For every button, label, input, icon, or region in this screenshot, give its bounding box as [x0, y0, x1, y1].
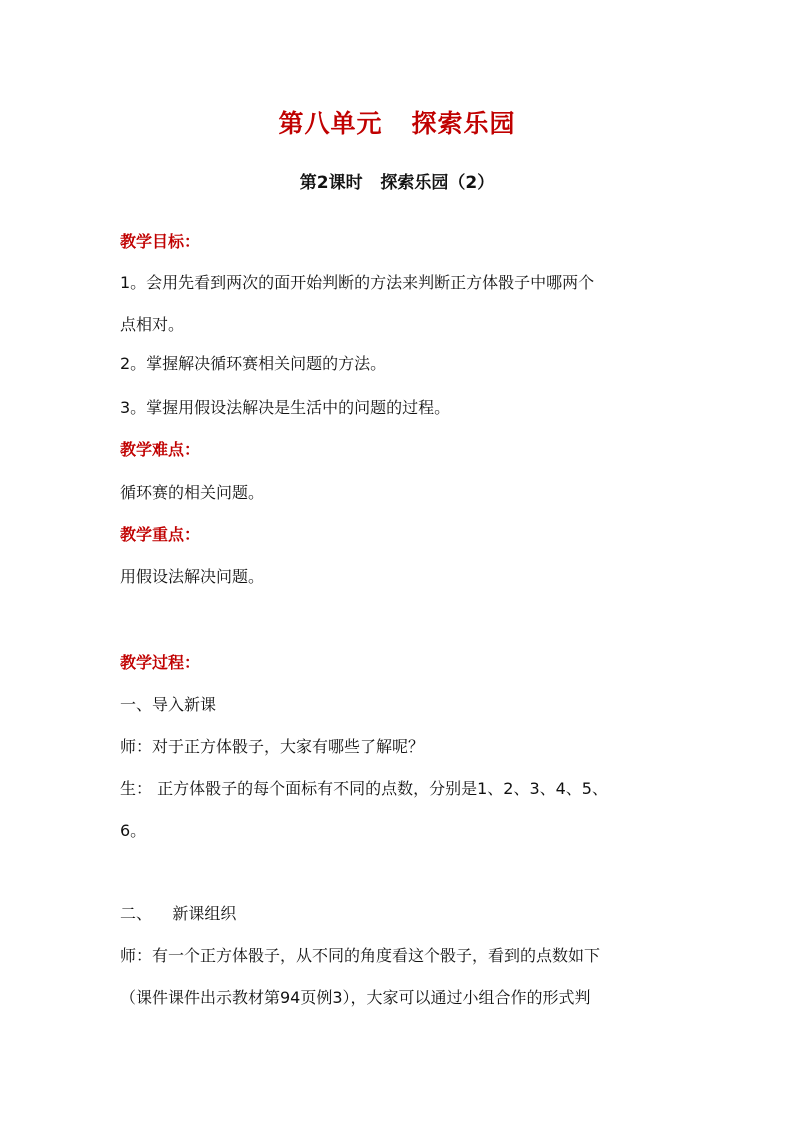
- paragraph-line: 1。会用先看到两次的面开始判断的方法来判断正方体骰子中哪两个: [120, 273, 595, 292]
- paragraph-line: 点相对。: [120, 315, 185, 334]
- paragraph-line: 用假设法解决问题。: [120, 567, 265, 586]
- paragraph-line: 6。: [120, 821, 147, 840]
- heading-teaching-process: 教学过程：: [120, 653, 201, 672]
- paragraph-line: 循环赛的相关问题。: [120, 483, 265, 502]
- paragraph-line: 3。掌握用假设法解决是生活中的问题的过程。: [120, 398, 451, 417]
- heading-teaching-difficulty: 教学难点：: [120, 440, 201, 459]
- paragraph-line: 师：对于正方体骰子，大家有哪些了解呢？: [120, 737, 425, 756]
- heading-teaching-focus: 教学重点：: [120, 525, 201, 544]
- paragraph-line: （课件课件出示教材第94页例3），大家可以通过小组合作的形式判: [120, 988, 591, 1007]
- paragraph-line: 生： 正方体骰子的每个面标有不同的点数，分别是1、2、3、4、5、: [120, 779, 608, 798]
- document-subtitle: 第2课时 探索乐园（2）: [299, 173, 495, 193]
- paragraph-line: 一、导入新课: [120, 695, 217, 714]
- heading-teaching-goals: 教学目标：: [120, 232, 201, 251]
- paragraph-line: 2。掌握解决循环赛相关问题的方法。: [120, 354, 387, 373]
- paragraph-line: 师：有一个正方体骰子，从不同的角度看这个骰子，看到的点数如下: [120, 946, 601, 965]
- document-title: 第八单元 探索乐园: [278, 109, 516, 138]
- paragraph-line: 二、 新课组织: [120, 904, 237, 923]
